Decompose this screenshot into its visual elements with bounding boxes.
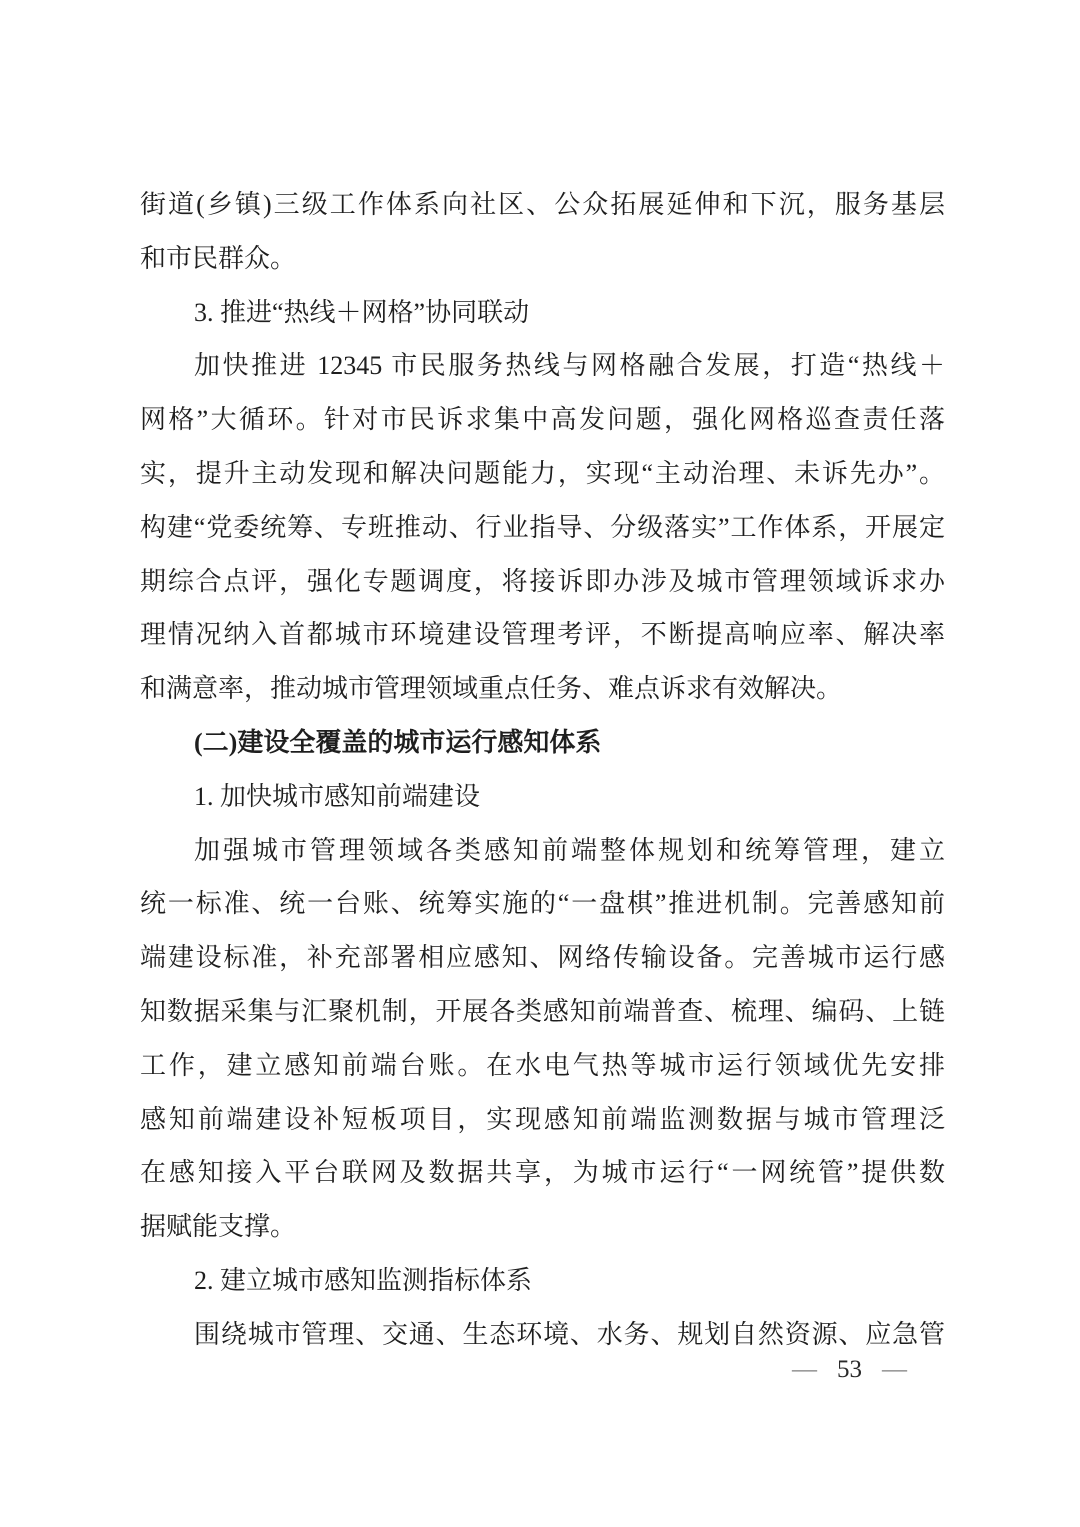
text-line: 据赋能支撑。 [140,1212,297,1242]
text-line: 在感知接入平台联网及数据共享，为城市运行“一网统管”提供数 [140,1158,945,1188]
text-line: 工作，建立感知前端台账。在水电气热等城市运行领域优先安排 [140,1050,945,1080]
footer-dash-left: — [792,1356,817,1383]
text-line: 围绕城市管理、交通、生态环境、水务、规划自然资源、应急管 [194,1319,945,1349]
text-line: 构建“党委统筹、专班推动、行业指导、分级落实”工作体系，开展定 [140,512,945,542]
text-line: 实，提升主动发现和解决问题能力，实现“主动治理、未诉先办”。 [140,458,945,488]
text-line: 3. 推进“热线＋网格”协同联动 [194,297,530,327]
text-line: (二)建设全覆盖的城市运行感知体系 [194,727,602,757]
text-line: 和满意率，推动城市管理领域重点任务、难点诉求有效解决。 [140,674,843,704]
text-line: 感知前端建设补短板项目，实现感知前端监测数据与城市管理泛 [140,1104,945,1134]
text-line: 街道(乡镇)三级工作体系向社区、公众拓展延伸和下沉，服务基层 [140,190,945,219]
text-line: 期综合点评，强化专题调度，将接诉即办涉及城市管理领域诉求办 [140,566,945,596]
document-body [140,178,945,1362]
text-line: 1. 加快城市感知前端建设 [194,781,481,811]
text-line: 加强城市管理领域各类感知前端整体规划和统筹管理，建立 [194,835,945,865]
page-footer [792,1356,907,1384]
text-line: 网格”大循环。针对市民诉求集中高发问题，强化网格巡查责任落 [140,405,945,435]
text-line: 统一标准、统一台账、统筹实施的“一盘棋”推进机制。完善感知前 [140,889,945,919]
text-line: 端建设标准，补充部署相应感知、网络传输设备。完善城市运行感 [140,943,945,973]
text-line: 和市民群众。 [140,243,297,273]
text-line: 2. 建立城市感知监测指标体系 [194,1265,533,1295]
text-line: 加快推进 12345 市民服务热线与网格融合发展，打造“热线＋ [194,351,945,381]
text-line: 理情况纳入首都城市环境建设管理考评，不断提高响应率、解决率 [140,620,945,650]
text-line: 知数据采集与汇聚机制，开展各类感知前端普查、梳理、编码、上链 [140,996,945,1026]
footer-dash-right: — [882,1356,907,1383]
page-number: 53 [837,1356,862,1383]
